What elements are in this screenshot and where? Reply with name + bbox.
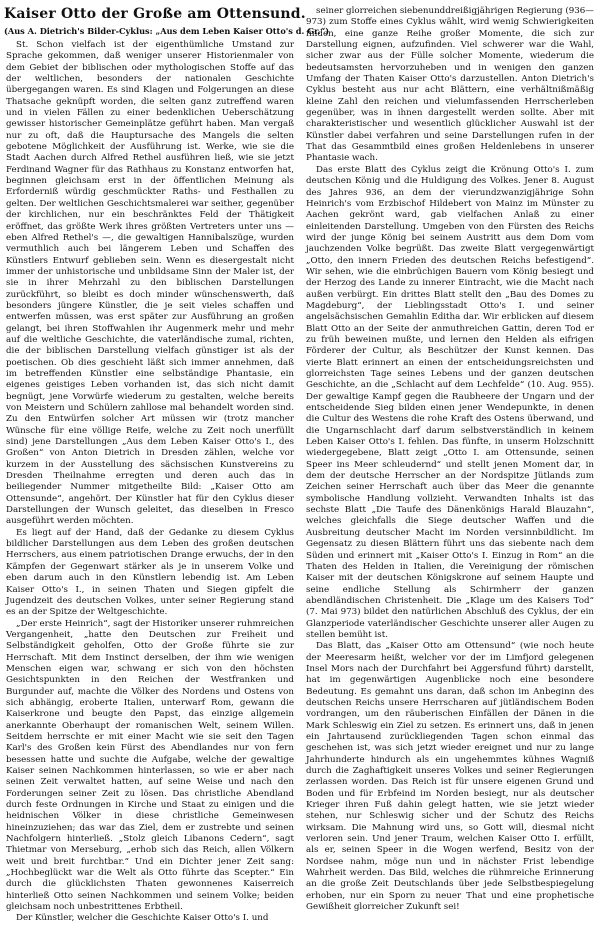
paragraph: Das erste Blatt des Cyklus zeigt die Krönung Otto's I. zum deutschen König und die Huldigung des Volkes. Jener 8. August des Jahres 936, an dem der vierundzwanzigjährige Sohn Heinrich's vom Erzbischof Hildebert von Mainz im Münster zu Aachen gekrönt ward, gab vielfachen Anlaß zu einer einleitenden Darstellung. Umgeben von den Fürsten des Reichs wird der junge König bei seinem Austritt aus dem Dom vom jauchzenden Volke begrüßt. Das zweite Blatt vergegenwärtigt „Otto, den innern Frieden des deutschen Reichs befestigend“. Wir sehen, wie die einbrüchigen Bauern vom König besiegt und der Herzog des Lande zu innerer Eintracht, wie die Macht nach außen verbürgt. Ein drittes Blatt stellt den „Bau des Domes zu Magdeburg“, der Lieblingsstadt Otto's I. und seiner angelsächsischen Gemahlin Editha dar. Wir erblicken auf diesem Blatt Otto an der Seite der anmuthreichen Gattin, deren Tod er zu früh beweinen mußte, und lernen den Helden als eifrigen Förderer der Cultur, als Beschützer der Kunst kennen. Das vierte Blatt erinnert an einen der entscheidungsreichsten und glorreichsten Tage seines Lebens und der ganzen deutschen Geschichte, an die „Schlacht auf dem Lechfelde“ (10. Aug. 955). Der gewaltige Kampf gegen die Raubheere der Ungarn und der entscheidende Sieg bilden einen jener Wendepunkte, in denen die Cultur des Westens die rohe Kraft des Ostens überwand, und die Ungarnschlacht darf darum selbstverständlich in keinem Leben Kaiser Otto's I. fehlen. Das fünfte, in unserm Holzschnitt wiedergegebene, Blatt zeigt „Otto I. am Ottensunde, seinen Speer ins Meer schleudernd“ und stellt jenen Moment dar, in dem der deutsche Herrscher an der Nordspitze Jütlands zum Zeichen seiner Herrschaft auch über das Meer die genannte symbolische Handlung vollzieht. Verwandten Inhalts ist das sechste Blatt „Die Taufe des Dänenkönigs Harald Blauzahn“, welches gleichfalls die Siege deutscher Waffen und die Ausbreitung deutscher Macht im Norden versinnbildlicht. Im Gegensatz zu diesen Blättern führt uns das siebente nach dem Süden und erinnert mit „Kaiser Otto's I. Einzug in Rom“ an die Thaten des Helden in Italien, die Vereinigung der römischen Kaiser mit der deutschen Königskrone auf seinem Haupte und seine endliche Stellung als Schirmherr der ganzen abendländischen Christenheit. Die „Klage um des Kaisers Tod“ (7. Mai 973) bildet den natürlichen Abschluß des Cyklus, der ein Glanzperiode vaterländischer Geschichte unserer aller Augen zu stellen bemüht ist. <box>306 164 594 640</box>
paragraph: Das Blatt, das „Kaiser Otto am Ottensund“ (wie noch heute der Meeresarm heißt, welcher vor der im Limfjord gelegenen Insel Mors nach der Durchfahrt bei Aggersfund führt) darstellt, hat im gegenwärtigen Augenblicke noch eine besondere Bedeutung. Es gemahnt uns daran, daß schon im Anbeginn des deutschen Reichs unsere Herrscharen auf jütländischem Boden vordrangen, um den räuberischen Einfällen der Dänen in die Mark Schleswig ein Ziel zu setzen. Es erinnert uns, daß in jenen ein Jahrtausend zurückliegenden Tagen schon einmal das geschehen ist, was sich jetzt wieder ereignet und nur zu lange Jahrhunderte hindurch als ein ungehemmtes kühnes Wagniß durch die Zaghaftigkeit unseres Volkes und seiner Regierungen zerlassen worden. Das Reich ist für unsere eigenen Grund und Boden und für Erbfeind im Norden besiegt, nur als deutscher Krieger ihren Fuß dahin gelegt hatten, wie sie jetzt wieder stehen, nur Schleswig sicher und der Schutz des Reichs wirksam. Die Mahnung wird uns, so Gott will, diesmal nicht verloren sein. Und jener Traum, welchen Kaiser Otto I. erfüllt, als er, seinen Speer in die Wogen werfend, Besitz von der Nordsee nahm, möge nun und in nächster Frist lebendige Wahrheit werden. Das Bild, welches die rühmreiche Erinnerung an die große Zeit Deutschlands über jede Selbstbespiegelung erhoben, nur ein Sporn zu neuer That und eine prophetische Gewißheit glorreicher Zukunft sei! <box>306 641 594 913</box>
paragraph: St. Schon vielfach ist der eigenthümliche Umstand zur Sprache gekommen, daß weniger unserer Historienmaler von dem Gebiet der biblischen oder mythologischen Stoffe auf das der weltlichen, besonders der nationalen Geschichte übergegangen waren. Es sind Klagen und Folgerungen an diese Thatsache geknüpft worden, die selten ganz zutreffend waren und in vielen Fällen zu einer bedenklichen Ueberschätzung gewisser historischer Gemeinplätze geführt haben. Man vergaß nur zu oft, daß die Hauptursache des Mangels die selten gebotene Möglichkeit der Ausführung ist. Werke, wie sie die Stadt Aachen durch Alfred Rethel ausführen ließ, wie sie jetzt Ferdinand Wagner für das Rathhaus zu Konstanz entworfen hat, beginnen gleichsam erst in der öffentlichen Meinung als Erforderniß würdig geschmückter Raths- und Festhallen zu gelten. Der weltlichen Geschichtsmalerei war seither, gegenüber der kirchlichen, nur ein beschränktes Feld der Thätigkeit eröffnet, das größte Werk ihres größten Vertreters unter uns — eben Alfred Rethel's —, die gewaltigen Hannibalszüge, wurden vermuthlich auch bei längerem Leben und Schaffen des Künstlers Entwurf geblieben sein. Wenn es diesergestalt nicht immer der unhistorische und unbildsame Sinn der Maler ist, der sie in ihrer Mehrzahl zu den biblischen Darstellungen zurückführt, so bleibt es doch minder wünschenswerth, daß besonders jüngere Künstler, die je seit vieles schaffen und entwerfen müssen, was erst später zur Ausführung an großen gelangt, bei ihren Stoffwahlen ihr Augenmerk mehr und mehr auf die weltliche Geschichte, die vaterländische zumal, richten, die der biblischen Darstellung vielfach günstiger ist als der poetischen. Ob dies geschieht läßt sich immer annehmen, daß im betreffenden Künstler eine selbständige Phantasie, ein eigenes geistiges Leben vorhanden ist, das sich nicht damit begnügt, jene Vorwürfe wiederum zu gestalten, welche bereits von Meistern und Schülern zahllose mal behandelt worden sind. Zu den Entwürfen solcher Art müssen wir (trotz mancher Wünsche für eine völlige Reife, welche zu Zeit noch unerfüllt sind) jene Darstellungen „Aus dem Leben Kaiser Otto's I., des Großen“ von Anton Dietrich in Dresden zählen, welche vor kurzem in der Ausstellung des sächsischen Kunstvereins zu Dresden Theilnahme erregten und deren auch das in beiliegender Nummer mitgetheilte Bild: „Kaiser Otto am Ottensunde“, angehört. Der Künstler hat für den Cyklus dieser Darstellungen der Wunsch geleitet, das dieselben in Fresco ausgeführt werden möchten. <box>6 40 294 527</box>
article-subtitle: (Aus A. Dietrich's Bilder-Cyklus: „Aus dem Leben Kaiser Otto's d. Gr.“) <box>4 26 330 36</box>
paragraph: „Der erste Heinrich“, sagt der Historiker unserer ruhmreichen Vergangenheit, „hatte den Deutschen zur Freiheit und Selbständigkeit geholfen, Otto der Große führte sie zur Herrschaft. Mit dem Instinct derselben, der ihm wie wenigen Menschen eigen war, schwang er sich von den höchsten Gesichtspunkten in den Reichen der Westfranken und Burgunder auf, machte die Völker des Nordens und Ostens von sich abhängig, eroberte Italien, unterwarf Rom, gewann die Kaiserkrone und beugte den Papst, das einzige allgemein anerkannte Oberhaupt der romanischen Welt, seinem Willen. Seitdem herrschte er mit einer Macht wie sie seit den Tagen Karl's des Großen kein Fürst des Abendlandes nur von fern besessen hatte und suchte die Aufgabe, welche der gewaltige Kaiser seinen Nachkommen hinterlassen, so wie er aber nach seinen Zeit verwaltet hatten, auf seine Weise und nach den Forderungen seiner Zeit zu lösen. Das christliche Abendland durch feste Ordnungen in Kirche und Staat zu einigen und die heidnischen Völker in diese christliche Gemeinwesen hineinzuziehen; das war das Ziel, dem er zustrebte und seinen Nachfolgern hinterließ. „Stolz gleich Libanons Cedern“, sagt Thietmar von Merseburg, „erhob sich das Reich, allen Völkern weit und breit furchtbar.“ Und ein Dichter jener Zeit sang: „Hochbeglückt war die Welt als Otto führte das Scepter.“ Ein durch die glücklichsten Thaten gewonnenes Kaiserreich hinterließ Otto seinen Nachkommen und seinem Volke; beiden gleichsam noch unbestrittenes Erbtheil. <box>6 618 294 913</box>
paragraph: seiner glorreichen siebenunddreißigjährigen Regierung (936—973) zum Stoffe eines Cyklus wählt, wird wenig Schwierigkeiten finden, eine ganze Reihe großer Momente, die sich zur Darstellung eignen, aufzufinden. Viel schwerer war die Wahl, sicher zwar aus der Fülle solcher Momente, wiederum die bedeutsamsten hervorzuheben und in wenigen den ganzen Umfang der Thaten Kaiser Otto's darzustellen. Anton Dietrich's Cyklus besteht aus nur acht Blättern, eine verhältnißmäßig kleine Zahl den reichen und vielumfassenden Herrscherleben gegenüber, was in ihnen dargestellt werden sollte. Aber mit charakteristischer und wesentlich glücklicher Auswahl ist der Künstler dabei verfahren und seine Darstellungen rufen in der That das Gesammtbild eines großen Heldenlebens in unserer Phantasie wach. <box>306 6 594 164</box>
paragraph: Es liegt auf der Hand, daß der Gedanke zu diesem Cyklus bildlicher Darstellungen aus dem Leben des großen deutschen Herrschers, aus einem patriotischen Drange erwuchs, der in den Kämpfen der Gegenwart stärker als je in unserem Volke und eben darum auch in den Künstlern lebendig ist. Am Leben Kaiser Otto's I., in seinen Thaten und Siegen gipfelt die Jugendzeit des deutschen Volkes, unter seiner Regierung stand es an der Spitze der Weltgeschichte. <box>6 527 294 618</box>
left-column <box>6 40 294 924</box>
right-column <box>306 6 594 913</box>
paragraph: Der Künstler, welcher die Geschichte Kaiser Otto's I. und <box>16 913 269 924</box>
article-title: Kaiser Otto der Große am Ottensund. <box>4 6 306 22</box>
